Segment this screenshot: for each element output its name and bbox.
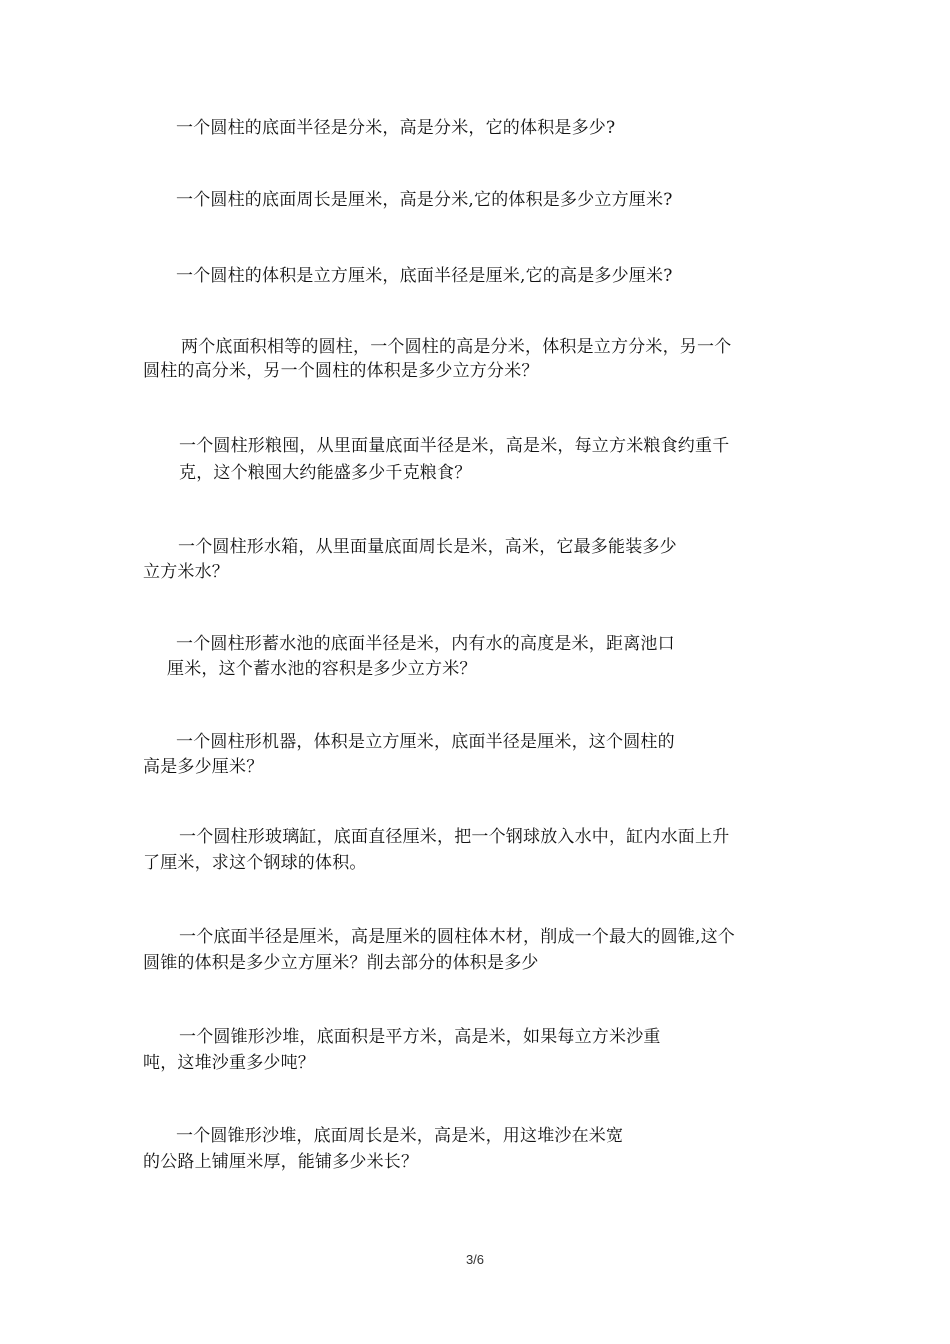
problem-12-line-1: 一个圆锥形沙堆，底面周长是米，高是米，用这堆沙在米宽 xyxy=(176,1126,624,1146)
problem-6-line-2: 立方米水？ xyxy=(143,562,229,582)
problem-1-line-1: 一个圆柱的底面半径是分米，高是分米，它的体积是多少? xyxy=(176,118,616,138)
problem-7-line-1: 一个圆柱形蓄水池的底面半径是米，内有水的高度是米，距离池口 xyxy=(176,634,675,654)
problem-8-line-2: 高是多少厘米？ xyxy=(143,757,264,777)
problem-11-line-1: 一个圆锥形沙堆，底面积是平方米，高是米，如果每立方米沙重 xyxy=(179,1027,661,1047)
problem-5-line-1: 一个圆柱形粮囤，从里面量底面半径是米，高是米，每立方米粮食约重千 xyxy=(179,436,730,456)
problem-9-line-1: 一个圆柱形玻璃缸，底面直径厘米，把一个钢球放入水中，缸内水面上升 xyxy=(179,827,730,847)
page-number: 3/6 xyxy=(465,1252,485,1267)
problem-9-line-2: 了厘米，求这个钢球的体积。 xyxy=(143,853,367,873)
problem-11-line-2: 吨，这堆沙重多少吨？ xyxy=(143,1053,315,1073)
problem-7-line-2: 厘米，这个蓄水池的容积是多少立方米？ xyxy=(167,659,477,679)
problem-3-line-1: 一个圆柱的体积是立方厘米，底面半径是厘米,它的高是多少厘米? xyxy=(176,266,673,286)
problem-5-line-2: 克，这个粮囤大约能盛多少千克粮食？ xyxy=(179,463,472,483)
problem-10-line-2: 圆锥的体积是多少立方厘米？削去部分的体积是多少 xyxy=(143,953,539,973)
problem-12-line-2: 的公路上铺厘米厚，能铺多少米长？ xyxy=(143,1152,419,1172)
problem-6-line-1: 一个圆柱形水箱，从里面量底面周长是米，高米，它最多能装多少 xyxy=(178,537,677,557)
problem-4-line-1: 两个底面积相等的圆柱，一个圆柱的高是分米，体积是立方分米，另一个 xyxy=(181,337,732,357)
problem-10-line-1: 一个底面半径是厘米，高是厘米的圆柱体木材，削成一个最大的圆锥,这个 xyxy=(179,927,736,947)
problem-8-line-1: 一个圆柱形机器，体积是立方厘米，底面半径是厘米，这个圆柱的 xyxy=(176,732,675,752)
problem-2-line-1: 一个圆柱的底面周长是厘米，高是分米,它的体积是多少立方厘米? xyxy=(176,190,673,210)
problem-4-line-2: 圆柱的高分米，另一个圆柱的体积是多少立方分米？ xyxy=(143,361,539,381)
